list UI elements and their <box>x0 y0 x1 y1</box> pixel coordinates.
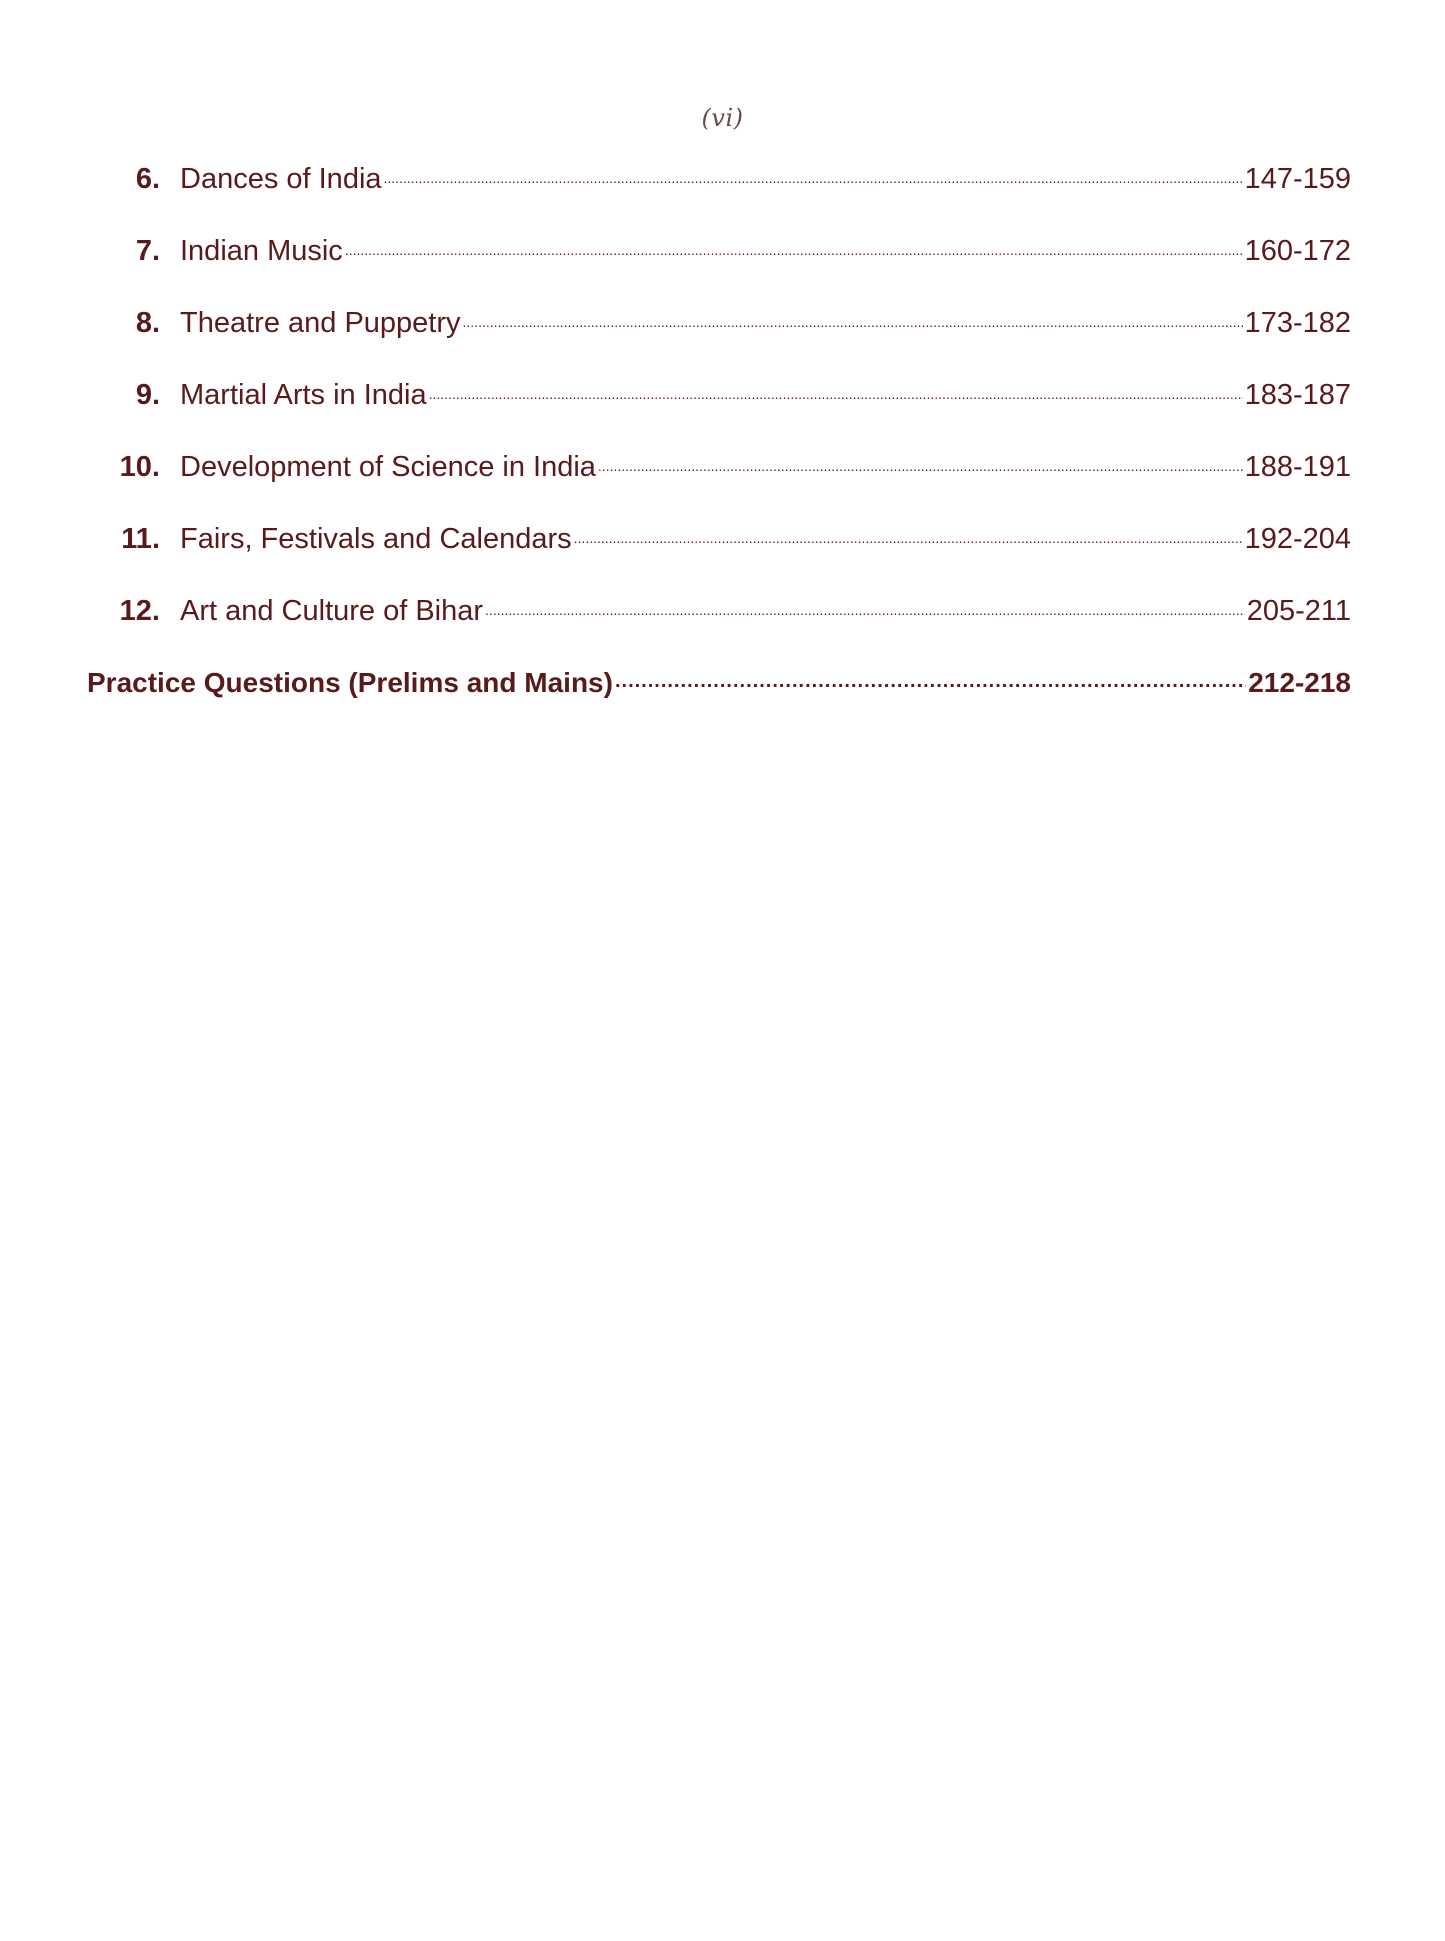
toc-entry-title: Indian Music <box>180 235 343 267</box>
toc-entry-art-and-culture-of-bihar[interactable] <box>96 590 1351 662</box>
toc-entry-martial-arts-in-india[interactable] <box>96 374 1351 446</box>
dot-leader <box>615 666 1246 696</box>
dot-leader <box>384 162 1243 192</box>
page-number: (vi) <box>701 104 744 132</box>
toc-entry-title: Practice Questions (Prelims and Mains) <box>87 667 613 698</box>
toc-entry-title: Development of Science in India <box>180 451 596 483</box>
dot-leader <box>574 522 1243 552</box>
toc-entry-title: Art and Culture of Bihar <box>180 595 484 627</box>
dot-leader <box>485 594 1245 624</box>
toc-entry-practice-questions[interactable] <box>87 662 1351 734</box>
toc-entry-pages: 147-159 <box>1244 163 1351 195</box>
toc-entry-dances-of-india[interactable] <box>96 158 1351 230</box>
toc-entry-number: 6. <box>135 163 160 195</box>
toc-entry-title: Dances of India <box>180 163 382 195</box>
toc-entry-number: 7. <box>135 235 160 267</box>
toc-entry-development-of-science[interactable] <box>96 446 1351 518</box>
toc-entry-indian-music[interactable] <box>96 230 1351 302</box>
toc-entry-title: Theatre and Puppetry <box>180 307 461 339</box>
toc-entry-number: 9. <box>135 379 160 411</box>
toc-entry-number: 8. <box>135 307 160 339</box>
toc-entry-fairs-festivals-calendars[interactable] <box>96 518 1351 590</box>
toc-entry-number: 12. <box>119 595 160 627</box>
toc-entry-title: Fairs, Festivals and Calendars <box>180 523 572 555</box>
toc-entry-pages: 192-204 <box>1244 523 1351 555</box>
toc-entry-title: Martial Arts in India <box>180 379 427 411</box>
toc-entry-theatre-and-puppetry[interactable] <box>96 302 1351 374</box>
toc-entry-pages: 183-187 <box>1244 379 1351 411</box>
toc-entry-pages: 173-182 <box>1244 307 1351 339</box>
toc-entry-number: 10. <box>119 451 160 483</box>
dot-leader <box>598 450 1243 480</box>
toc-entry-number: 11. <box>121 523 160 555</box>
toc-entry-pages: 160-172 <box>1244 235 1351 267</box>
dot-leader <box>463 306 1243 336</box>
dot-leader <box>429 378 1243 408</box>
dot-leader <box>345 234 1243 264</box>
toc-entry-pages: 212-218 <box>1248 667 1351 698</box>
toc-entry-pages: 205-211 <box>1246 595 1351 627</box>
toc-entry-pages: 188-191 <box>1244 451 1351 483</box>
table-of-contents <box>87 158 1351 734</box>
